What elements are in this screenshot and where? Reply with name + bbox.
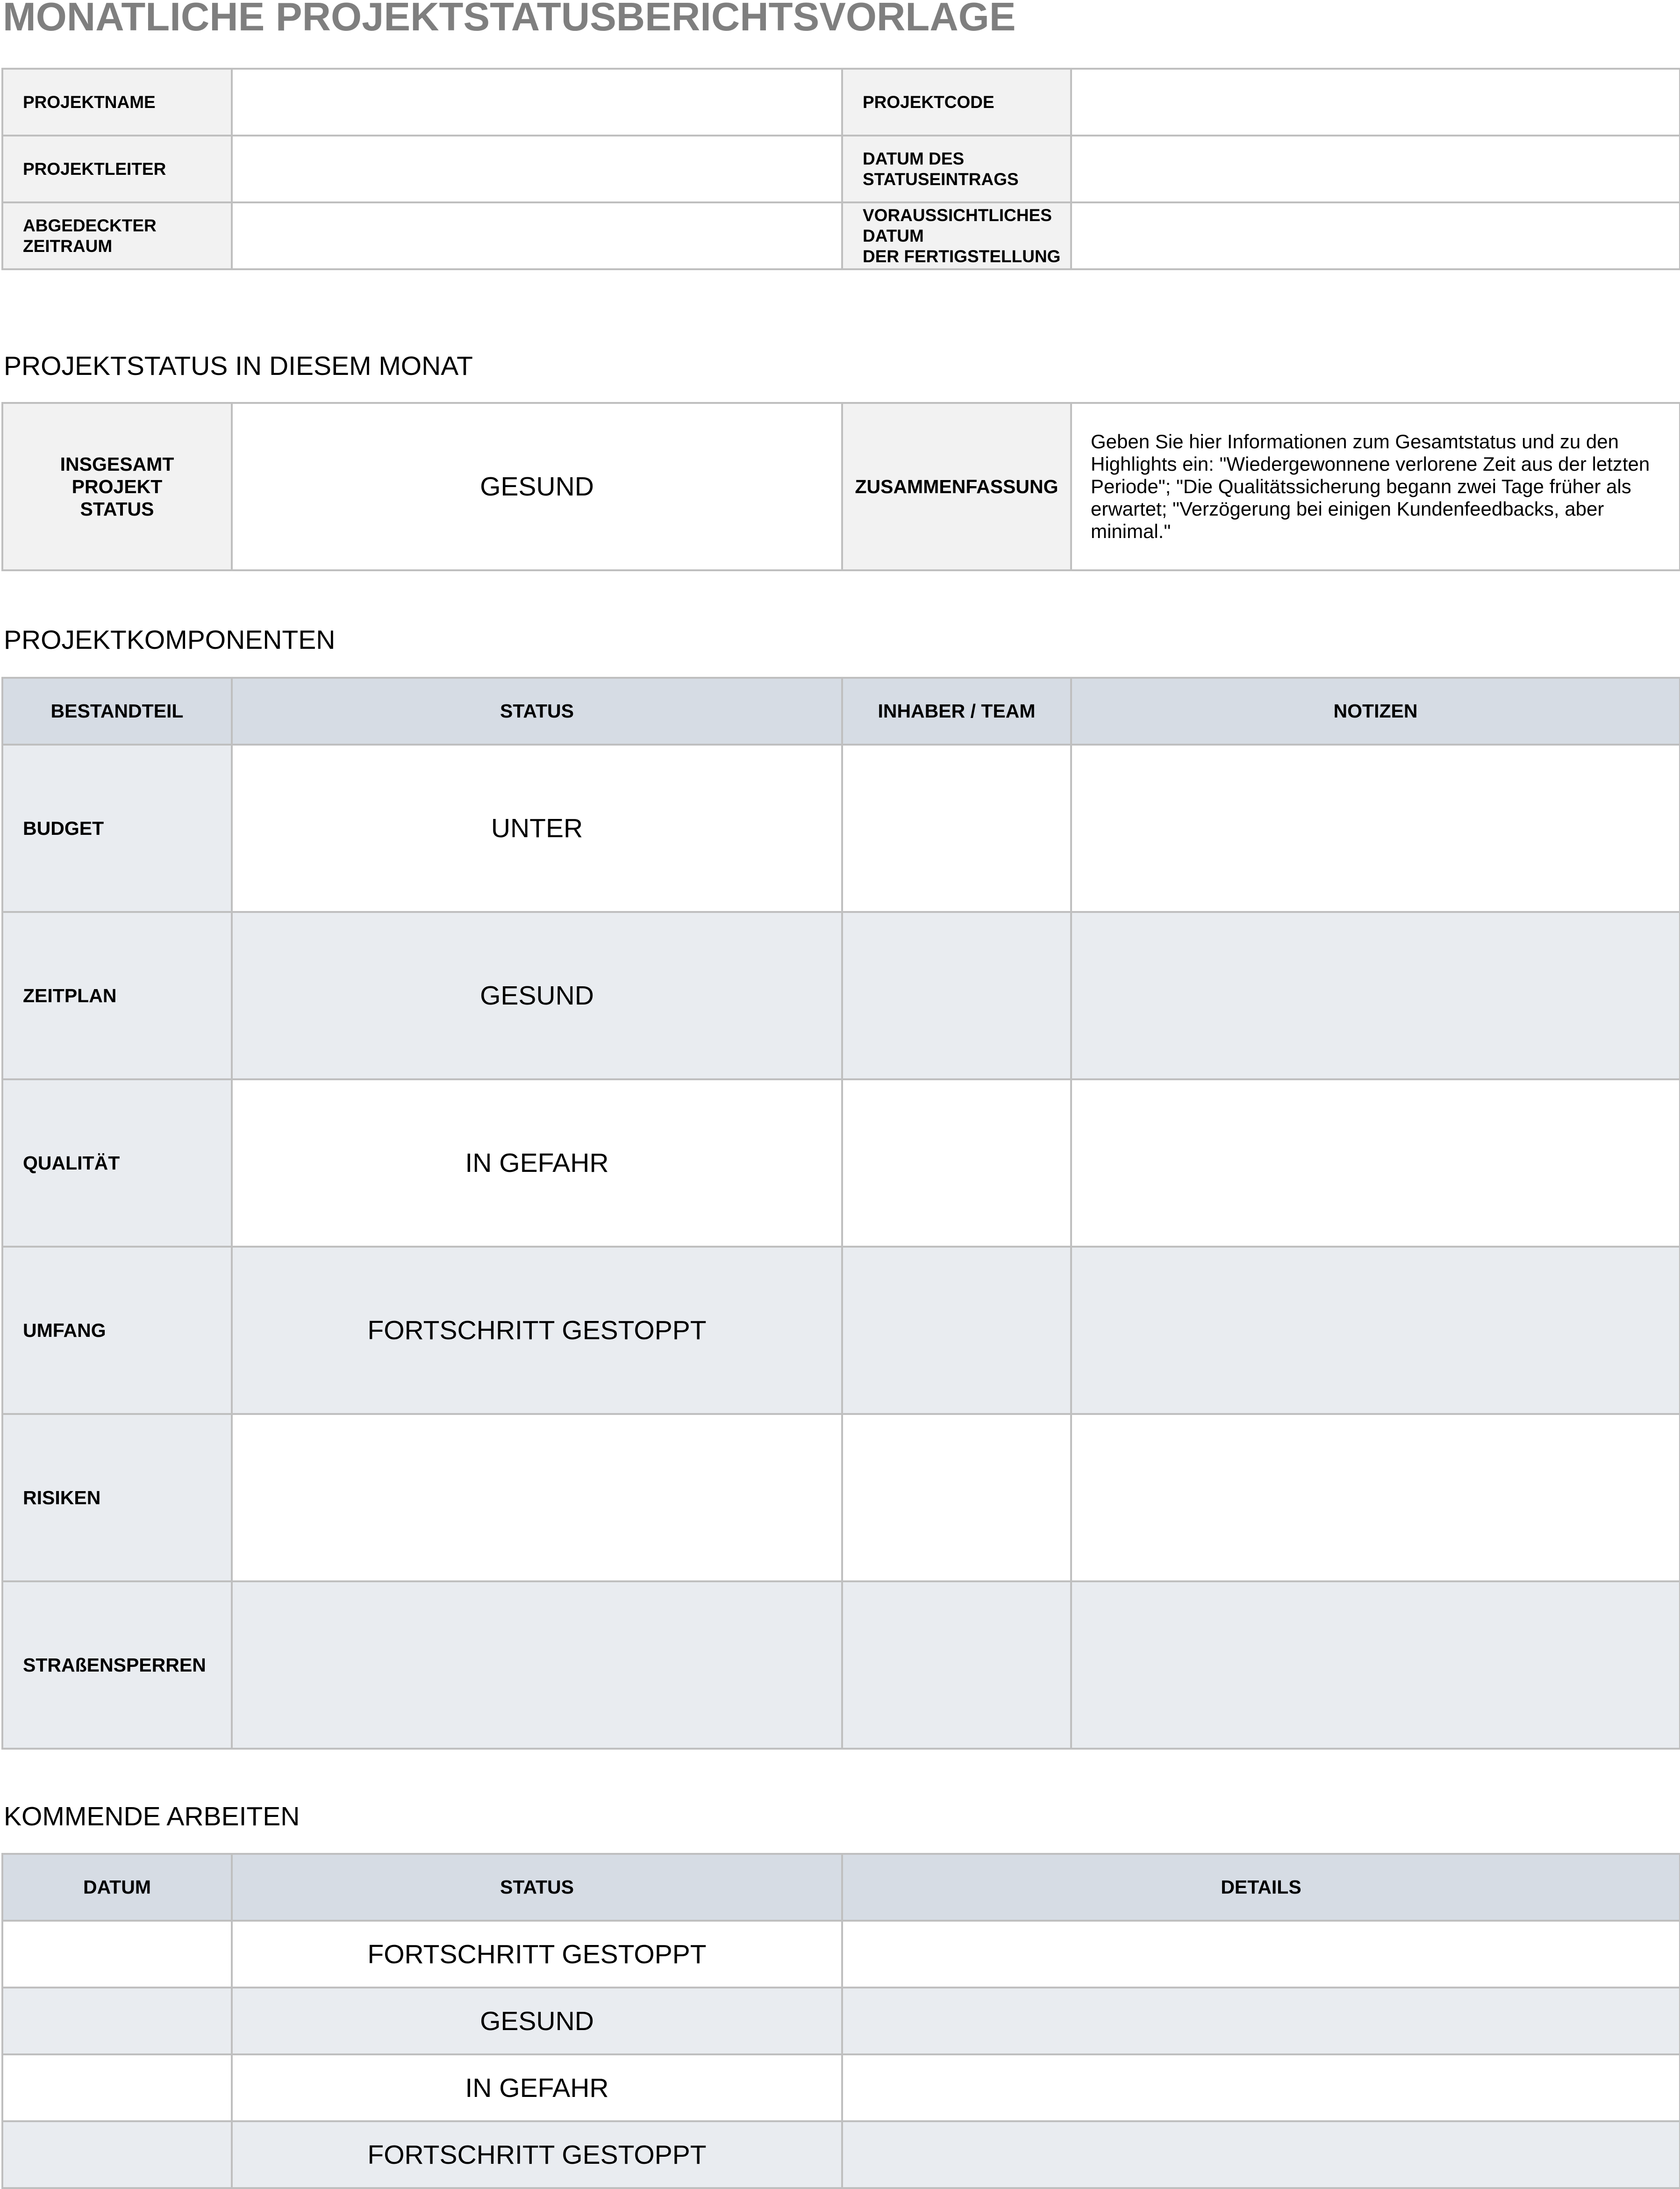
table-row xyxy=(2,912,1680,1079)
upcoming-work-table xyxy=(1,1853,1680,2189)
component-name: RISIKEN xyxy=(2,1414,232,1581)
work-status[interactable]: GESUND xyxy=(232,1988,842,2054)
table-row xyxy=(2,2121,1680,2188)
components-heading: PROJEKTKOMPONENTEN xyxy=(4,625,336,655)
component-owner[interactable] xyxy=(842,912,1071,1079)
column-header-status: STATUS xyxy=(232,678,842,745)
table-row xyxy=(2,1581,1680,1749)
component-owner[interactable] xyxy=(842,1414,1071,1581)
component-status[interactable]: UNTER xyxy=(232,745,842,912)
monthly-status-heading: PROJEKTSTATUS IN DIESEM MONAT xyxy=(4,351,473,381)
component-status[interactable]: FORTSCHRITT GESTOPPT xyxy=(232,1247,842,1414)
overall-status-label: INSGESAMT PROJEKT STATUS xyxy=(2,403,232,570)
completion-date-label: VORAUSSICHTLICHES DATUM DER FERTIGSTELLUNG xyxy=(842,202,1071,269)
upcoming-work-heading: KOMMENDE ARBEITEN xyxy=(4,1801,300,1831)
work-status[interactable]: IN GEFAHR xyxy=(232,2054,842,2121)
table-row xyxy=(2,1414,1680,1581)
period-field[interactable] xyxy=(232,202,842,269)
column-header-date: DATUM xyxy=(2,1854,232,1921)
component-name: BUDGET xyxy=(2,745,232,912)
component-notes[interactable] xyxy=(1071,1247,1680,1414)
component-status[interactable] xyxy=(232,1414,842,1581)
component-name: STRAßENSPERREN xyxy=(2,1581,232,1749)
component-name: UMFANG xyxy=(2,1247,232,1414)
monthly-status-table xyxy=(1,402,1680,571)
component-status[interactable]: IN GEFAHR xyxy=(232,1079,842,1247)
work-details[interactable] xyxy=(842,2054,1680,2121)
work-date[interactable] xyxy=(2,2121,232,2188)
column-header-owner: INHABER / TEAM xyxy=(842,678,1071,745)
work-status[interactable]: FORTSCHRITT GESTOPPT xyxy=(232,2121,842,2188)
project-manager-label: PROJEKTLEITER xyxy=(2,136,232,202)
page-title: MONATLICHE PROJEKTSTATUSBERICHTSVORLAGE xyxy=(3,0,1016,39)
project-code-label: PROJEKTCODE xyxy=(842,69,1071,136)
table-row xyxy=(2,1247,1680,1414)
work-status[interactable]: FORTSCHRITT GESTOPPT xyxy=(232,1921,842,1988)
work-details[interactable] xyxy=(842,1921,1680,1988)
column-header-status: STATUS xyxy=(232,1854,842,1921)
work-date[interactable] xyxy=(2,2054,232,2121)
project-info-table xyxy=(1,68,1680,270)
table-row xyxy=(2,1988,1680,2054)
work-details[interactable] xyxy=(842,2121,1680,2188)
summary-label: ZUSAMMENFASSUNG xyxy=(842,403,1071,570)
work-date[interactable] xyxy=(2,1921,232,1988)
component-notes[interactable] xyxy=(1071,1079,1680,1247)
component-status[interactable]: GESUND xyxy=(232,912,842,1079)
component-owner[interactable] xyxy=(842,1581,1071,1749)
component-owner[interactable] xyxy=(842,745,1071,912)
components-table xyxy=(1,677,1680,1750)
column-header-details: DETAILS xyxy=(842,1854,1680,1921)
overall-status-value[interactable]: GESUND xyxy=(232,403,842,570)
component-status[interactable] xyxy=(232,1581,842,1749)
project-manager-field[interactable] xyxy=(232,136,842,202)
component-name: QUALITÄT xyxy=(2,1079,232,1247)
work-details[interactable] xyxy=(842,1988,1680,2054)
table-row xyxy=(2,1079,1680,1247)
table-row xyxy=(2,1921,1680,1988)
component-owner[interactable] xyxy=(842,1247,1071,1414)
column-header-notes: NOTIZEN xyxy=(1071,678,1680,745)
component-owner[interactable] xyxy=(842,1079,1071,1247)
component-notes[interactable] xyxy=(1071,1414,1680,1581)
component-name: ZEITPLAN xyxy=(2,912,232,1079)
component-notes[interactable] xyxy=(1071,745,1680,912)
status-date-label: DATUM DES STATUSEINTRAGS xyxy=(842,136,1071,202)
component-notes[interactable] xyxy=(1071,1581,1680,1749)
work-date[interactable] xyxy=(2,1988,232,2054)
column-header-component: BESTANDTEIL xyxy=(2,678,232,745)
status-date-field[interactable] xyxy=(1071,136,1680,202)
component-notes[interactable] xyxy=(1071,912,1680,1079)
table-row xyxy=(2,745,1680,912)
summary-text[interactable]: Geben Sie hier Informationen zum Gesamtstatus und zu den Highlights ein: "Wiedergewonnene verlorene Zeit aus der letzten Periode"; "Die Qualitätssicherung begann zwei Tage früher als erwartet; "Verzögerung bei einigen Kundenfeedbacks, aber minimal." xyxy=(1071,403,1680,570)
project-name-field[interactable] xyxy=(232,69,842,136)
completion-date-field[interactable] xyxy=(1071,202,1680,269)
period-label: ABGEDECKTER ZEITRAUM xyxy=(2,202,232,269)
project-name-label: PROJEKTNAME xyxy=(2,69,232,136)
project-code-field[interactable] xyxy=(1071,69,1680,136)
table-row xyxy=(2,2054,1680,2121)
